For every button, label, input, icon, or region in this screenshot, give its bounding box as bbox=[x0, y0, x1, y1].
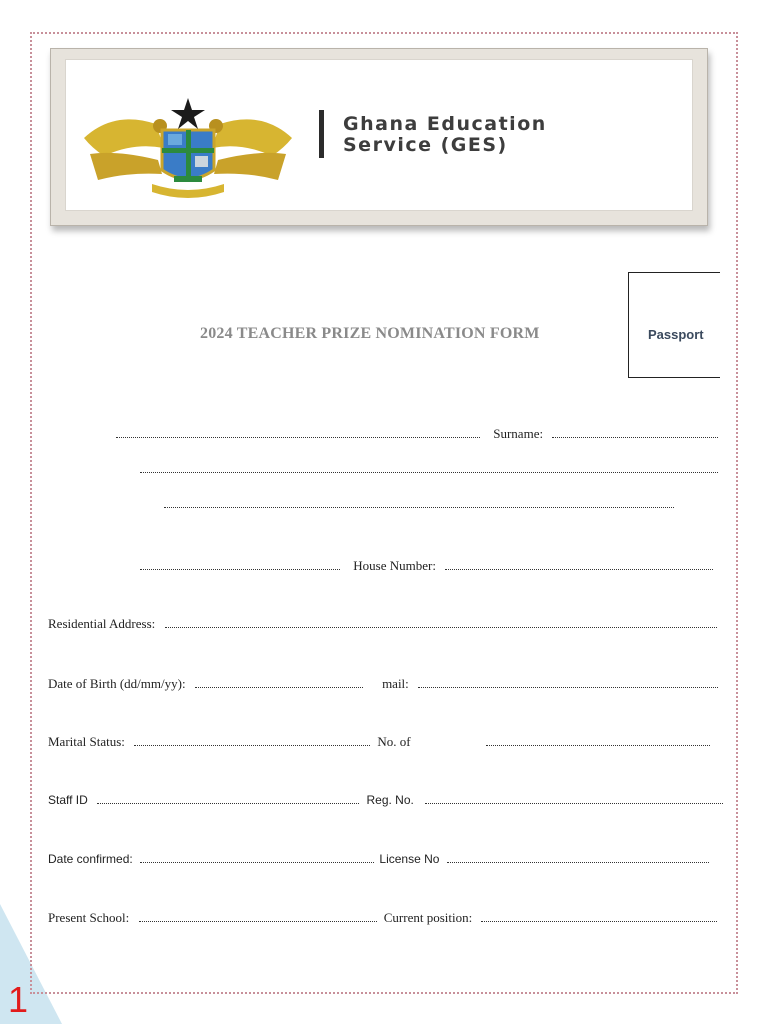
form-title: 2024 TEACHER PRIZE NOMINATION FORM bbox=[200, 325, 540, 342]
current-position-field[interactable] bbox=[481, 911, 717, 922]
form-row-2 bbox=[140, 461, 718, 477]
other-names-field[interactable] bbox=[140, 462, 718, 473]
ghana-coat-of-arms-icon bbox=[74, 90, 302, 210]
first-name-field[interactable] bbox=[116, 427, 480, 438]
header-banner-inner bbox=[65, 59, 693, 211]
form-row-marital bbox=[48, 734, 710, 750]
reg-no-field[interactable] bbox=[425, 793, 723, 804]
staff-id-field[interactable] bbox=[97, 793, 359, 804]
form-row-school bbox=[48, 910, 717, 926]
form-row-address bbox=[48, 616, 717, 632]
date-confirmed-label: Date confirmed: bbox=[48, 852, 133, 866]
date-of-birth-label: Date of Birth (dd/mm/yy): bbox=[48, 676, 186, 691]
present-school-field[interactable] bbox=[139, 911, 377, 922]
date-confirmed-field[interactable] bbox=[140, 852, 374, 863]
license-no-label: License No bbox=[379, 852, 440, 866]
staff-id-label: Staff ID bbox=[48, 793, 88, 807]
present-school-label: Present School: bbox=[48, 910, 130, 925]
date-of-birth-field[interactable] bbox=[195, 677, 363, 688]
form-row-house bbox=[140, 558, 713, 574]
email-field[interactable] bbox=[418, 677, 718, 688]
passport-photo-box[interactable] bbox=[628, 272, 720, 378]
page-number: 1 bbox=[8, 979, 29, 1020]
form-row-3 bbox=[164, 496, 674, 512]
surname-field[interactable] bbox=[552, 427, 718, 438]
form-row-license bbox=[48, 852, 709, 866]
mail-label: mail: bbox=[382, 676, 409, 691]
house-number-field[interactable] bbox=[445, 559, 713, 570]
current-position-label: Current position: bbox=[383, 910, 473, 925]
license-no-field[interactable] bbox=[447, 852, 709, 863]
passport-label: Passport bbox=[648, 327, 704, 342]
form-row-names bbox=[116, 426, 718, 442]
form-row-staff bbox=[48, 793, 723, 807]
organization-name: Ghana Education Service (GES) bbox=[343, 113, 547, 156]
street-field[interactable] bbox=[140, 559, 340, 570]
no-of-label: No. of bbox=[377, 734, 411, 749]
no-of-field[interactable] bbox=[486, 735, 710, 746]
residential-address-label: Residential Address: bbox=[48, 616, 156, 631]
header-divider bbox=[319, 110, 324, 158]
marital-status-field[interactable] bbox=[134, 735, 370, 746]
residential-address-field[interactable] bbox=[165, 617, 717, 628]
header-banner bbox=[50, 48, 708, 226]
surname-label: Surname: bbox=[493, 426, 544, 441]
form-row-dob bbox=[48, 676, 718, 692]
reg-no-label: Reg. No. bbox=[366, 793, 414, 807]
house-number-label: House Number: bbox=[353, 558, 436, 573]
marital-status-label: Marital Status: bbox=[48, 734, 125, 749]
additional-info-field[interactable] bbox=[164, 497, 674, 508]
